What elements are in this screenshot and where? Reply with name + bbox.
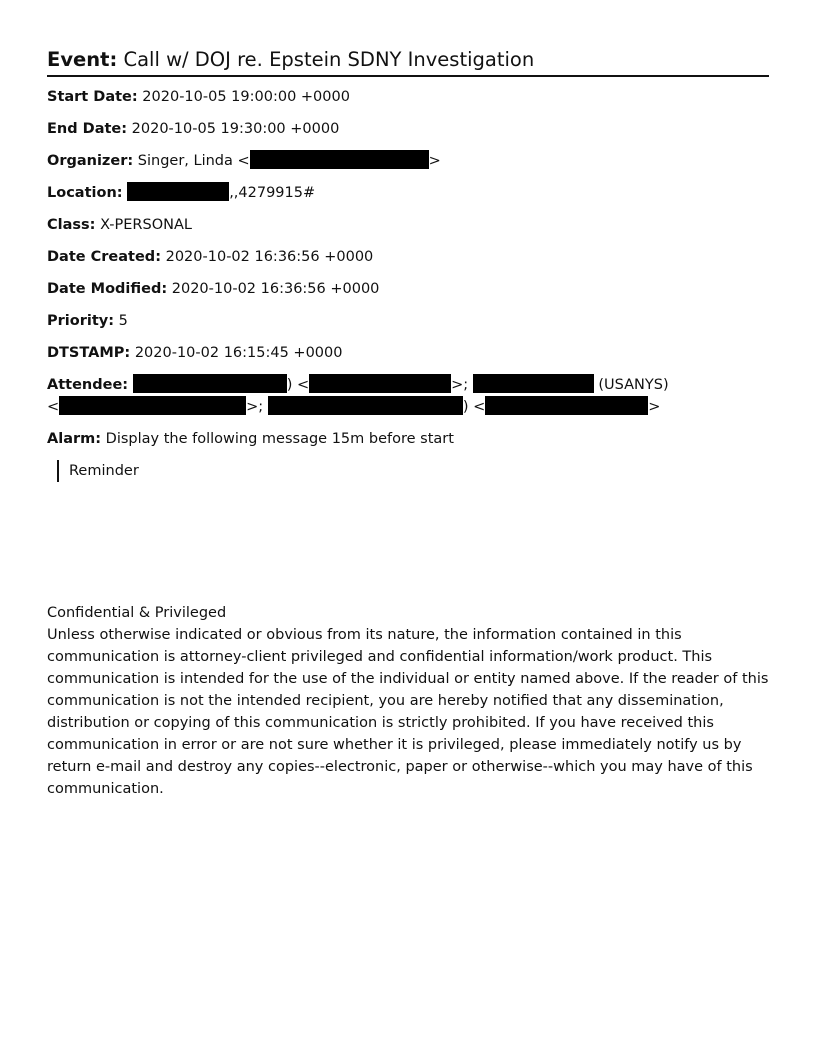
organizer-email-close: > xyxy=(428,153,441,169)
redaction-location xyxy=(127,182,229,201)
location-label: Location: xyxy=(47,185,123,201)
dtstamp-row xyxy=(47,342,769,364)
priority-value: 5 xyxy=(118,313,128,329)
end-date-row xyxy=(47,118,769,140)
attendee-separator: >; xyxy=(451,377,469,393)
class-value: X-PERSONAL xyxy=(100,217,192,233)
date-modified-label: Date Modified: xyxy=(47,281,168,297)
date-created-label: Date Created: xyxy=(47,249,161,265)
alarm-value: Display the following message 15m before start xyxy=(105,431,454,447)
alarm-reminder-quote xyxy=(57,460,769,482)
end-date-label: End Date: xyxy=(47,121,128,137)
end-date-value: 2020-10-05 19:30:00 +0000 xyxy=(131,121,340,137)
attendee-separator: ) < xyxy=(462,399,486,415)
organizer-label: Organizer: xyxy=(47,153,134,169)
dtstamp-label: DTSTAMP: xyxy=(47,345,131,361)
attendee-separator: > xyxy=(648,399,661,415)
date-created-row xyxy=(47,246,769,268)
location-suffix: ,,4279915# xyxy=(229,185,316,201)
confidentiality-notice xyxy=(47,602,777,800)
alarm-row xyxy=(47,428,769,450)
attendee-row xyxy=(47,374,769,418)
start-date-value: 2020-10-05 19:00:00 +0000 xyxy=(142,89,350,105)
redaction-organizer-email xyxy=(250,150,429,169)
redaction-attendee-1-email xyxy=(309,374,451,393)
organizer-name: Singer, Linda xyxy=(137,153,233,169)
calendar-event-record xyxy=(47,46,769,482)
attendee-label: Attendee: xyxy=(47,377,129,393)
notice-heading: Confidential & Privileged xyxy=(47,605,227,621)
redaction-attendee-2-email xyxy=(59,396,246,415)
start-date-row xyxy=(47,86,769,108)
start-date-label: Start Date: xyxy=(47,89,138,105)
event-title-row xyxy=(47,46,769,77)
attendee-separator: ) < xyxy=(286,377,310,393)
priority-label: Priority: xyxy=(47,313,115,329)
redaction-attendee-3-email xyxy=(485,396,648,415)
location-row xyxy=(47,182,769,204)
organizer-email-open: < xyxy=(237,153,250,169)
event-label: Event: xyxy=(47,48,118,71)
date-modified-row xyxy=(47,278,769,300)
priority-row xyxy=(47,310,769,332)
class-label: Class: xyxy=(47,217,96,233)
date-modified-value: 2020-10-02 16:36:56 +0000 xyxy=(171,281,380,297)
class-row xyxy=(47,214,769,236)
reminder-text: Reminder xyxy=(69,463,139,479)
event-title: Call w/ DOJ re. Epstein SDNY Investigation xyxy=(123,48,535,71)
attendee-separator: >; xyxy=(246,399,264,415)
organizer-row xyxy=(47,150,769,172)
alarm-label: Alarm: xyxy=(47,431,102,447)
notice-body: Unless otherwise indicated or obvious from its nature, the information contained in this communication is attorney-client privileged and confidential information/work product. This communication is intended for the use of the individual or entity named above. If the reader of this communication is not the intended recipient, you are hereby notified that any dissemination, distribution or copying of this communication is strictly prohibited. If you have received this communication in error or are not sure whether it is privileged, please immediately notify us by return e-mail and destroy any copies--electronic, paper or otherwise--which you may have of this communication. xyxy=(47,627,769,797)
dtstamp-value: 2020-10-02 16:15:45 +0000 xyxy=(134,345,343,361)
redaction-attendee-1-name xyxy=(133,374,287,393)
redaction-attendee-3-name xyxy=(268,396,463,415)
attendee-org: (USANYS) xyxy=(598,377,669,393)
date-created-value: 2020-10-02 16:36:56 +0000 xyxy=(165,249,374,265)
redaction-attendee-2-name xyxy=(473,374,594,393)
attendee-separator: < xyxy=(47,399,60,415)
